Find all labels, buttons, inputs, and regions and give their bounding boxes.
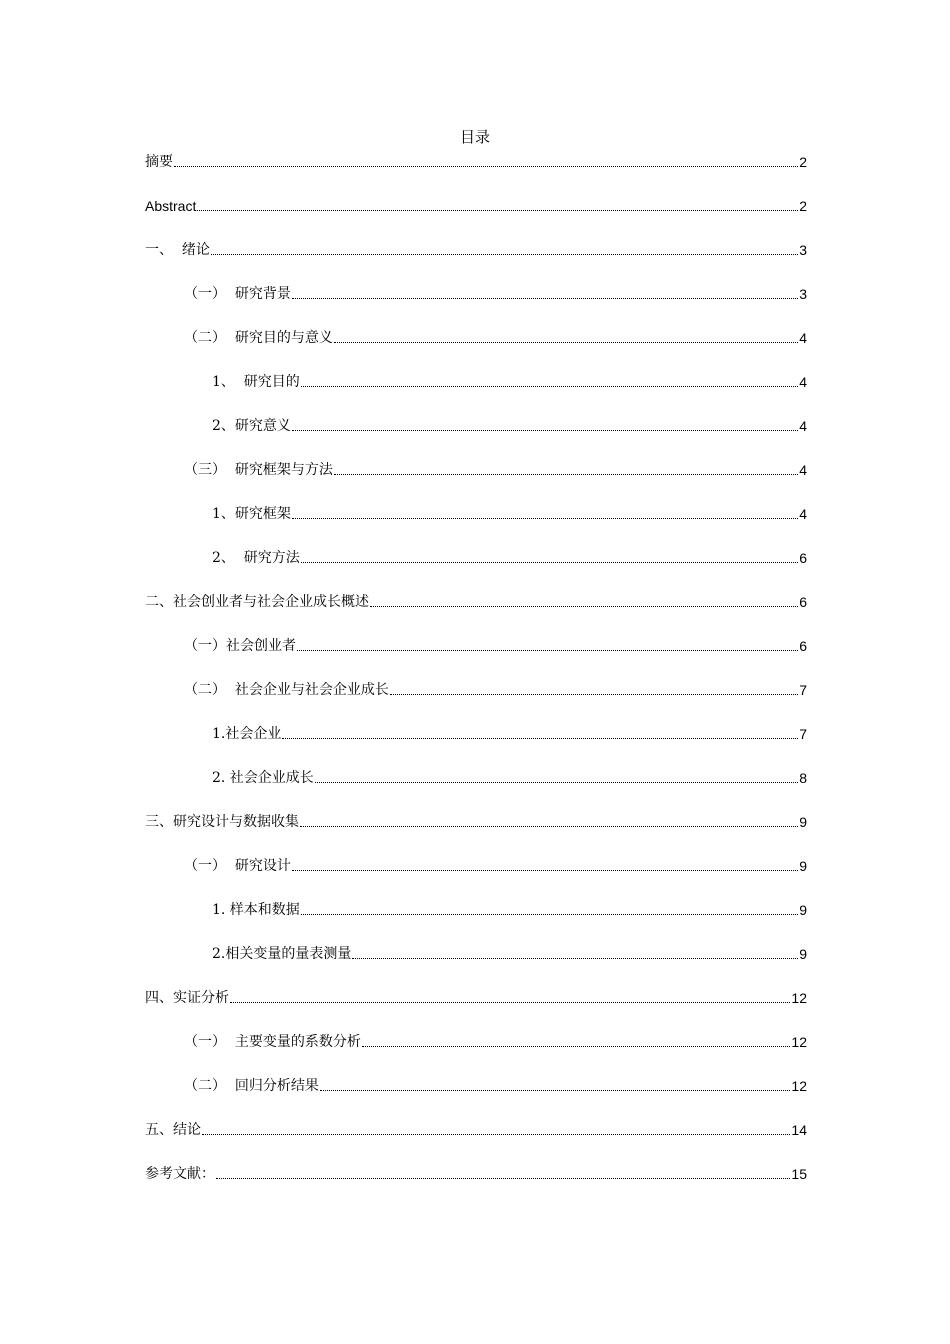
toc-title: 目录	[459, 128, 490, 146]
toc-leader-dots	[301, 386, 798, 387]
toc-entry-label: （一）社会创业者	[184, 638, 296, 654]
toc-entry-label: 参考文献：	[145, 1166, 215, 1182]
toc-page-number: 12	[791, 1078, 807, 1094]
toc-entry-label: （二） 回归分析结果	[184, 1078, 319, 1094]
toc-page-number: 4	[799, 506, 807, 522]
toc-leader-dots	[370, 606, 798, 607]
toc-page-number: 7	[799, 682, 807, 698]
toc-entry-subsection-1-3-2[interactable]	[212, 548, 807, 568]
toc-entry-label: （二） 社会企业与社会企业成长	[184, 682, 389, 698]
toc-entry-section-4-1[interactable]	[184, 1032, 807, 1052]
toc-entry-abstract-en[interactable]	[145, 196, 807, 216]
toc-entry-label: Abstract	[145, 198, 197, 214]
toc-leader-dots	[301, 914, 798, 915]
toc-page-number: 3	[799, 286, 807, 302]
toc-entry-abstract-cn[interactable]	[145, 152, 807, 172]
toc-entry-label: 1、 研究目的	[212, 374, 300, 390]
toc-leader-dots	[334, 474, 798, 475]
toc-page-number: 2	[799, 154, 807, 170]
toc-leader-dots	[202, 1134, 790, 1135]
toc-entry-label: 一、 绪论	[145, 242, 210, 258]
toc-leader-dots	[211, 254, 798, 255]
toc-leader-dots	[292, 518, 798, 519]
toc-entry-label: （三） 研究框架与方法	[184, 462, 333, 478]
toc-entry-chapter-1[interactable]	[145, 240, 807, 260]
toc-entry-label: 摘要	[145, 154, 173, 170]
toc-entry-references[interactable]	[145, 1164, 807, 1184]
toc-entry-section-1-1[interactable]	[184, 284, 807, 304]
toc-page-number: 9	[799, 902, 807, 918]
toc-leader-dots	[320, 1090, 791, 1091]
toc-page-number: 4	[799, 330, 807, 346]
toc-leader-dots	[315, 782, 798, 783]
toc-entry-subsection-1-3-1[interactable]	[212, 504, 807, 524]
toc-page-number: 6	[799, 594, 807, 610]
toc-entry-label: 2、 研究方法	[212, 550, 300, 566]
toc-page-number: 12	[791, 1034, 807, 1050]
toc-leader-dots	[292, 430, 798, 431]
toc-page-number: 8	[799, 770, 807, 786]
toc-page-number: 9	[799, 946, 807, 962]
toc-entry-label: （二） 研究目的与意义	[184, 330, 333, 346]
toc-entry-chapter-4[interactable]	[145, 988, 807, 1008]
toc-entry-subsection-2-2-2[interactable]	[212, 768, 807, 788]
toc-entry-section-2-1[interactable]	[184, 636, 807, 656]
toc-entry-subsection-3-1-1[interactable]	[212, 900, 807, 920]
toc-leader-dots	[282, 738, 798, 739]
toc-leader-dots	[362, 1046, 791, 1047]
toc-entry-label: 2.相关变量的量表测量	[212, 946, 352, 962]
toc-page-number: 12	[791, 990, 807, 1006]
toc-entry-label: 四、实证分析	[145, 990, 229, 1006]
toc-leader-dots	[230, 1002, 790, 1003]
toc-page-number: 7	[799, 726, 807, 742]
toc-page-number: 15	[791, 1166, 807, 1182]
toc-entry-subsection-1-2-1[interactable]	[212, 372, 807, 392]
toc-entry-label: 2. 社会企业成长	[212, 770, 314, 786]
toc-leader-dots	[197, 210, 798, 211]
toc-page-number: 4	[799, 462, 807, 478]
toc-page-number: 4	[799, 374, 807, 390]
toc-page-number: 6	[799, 638, 807, 654]
toc-page-number: 2	[799, 198, 807, 214]
toc-page-number: 14	[791, 1122, 807, 1138]
toc-entry-section-2-2[interactable]	[184, 680, 807, 700]
toc-entry-label: （一） 主要变量的系数分析	[184, 1034, 361, 1050]
toc-page-number: 9	[799, 814, 807, 830]
toc-leader-dots	[334, 342, 798, 343]
toc-entry-label: 五、结论	[145, 1122, 201, 1138]
toc-page-number: 4	[799, 418, 807, 434]
toc-leader-dots	[216, 1178, 790, 1179]
toc-entry-subsection-3-1-2[interactable]	[212, 944, 807, 964]
toc-page-number: 6	[799, 550, 807, 566]
toc-leader-dots	[352, 958, 798, 959]
toc-entry-label: 1、研究框架	[212, 506, 291, 522]
toc-leader-dots	[174, 166, 798, 167]
toc-page-number: 9	[799, 858, 807, 874]
toc-entry-section-1-3[interactable]	[184, 460, 807, 480]
toc-entry-subsection-2-2-1[interactable]	[212, 724, 807, 744]
toc-entry-label: 1. 样本和数据	[212, 902, 300, 918]
toc-leader-dots	[292, 298, 798, 299]
toc-leader-dots	[301, 562, 798, 563]
toc-entry-section-4-2[interactable]	[184, 1076, 807, 1096]
toc-entry-label: 三、研究设计与数据收集	[145, 814, 299, 830]
toc-entry-subsection-1-2-2[interactable]	[212, 416, 807, 436]
toc-entry-label: 二、社会创业者与社会企业成长概述	[145, 594, 369, 610]
toc-entry-label: （一） 研究设计	[184, 858, 291, 874]
toc-leader-dots	[300, 826, 798, 827]
toc-entry-label: （一） 研究背景	[184, 286, 291, 302]
toc-entry-chapter-5[interactable]	[145, 1120, 807, 1140]
toc-entry-label: 1.社会企业	[212, 726, 282, 742]
toc-leader-dots	[390, 694, 798, 695]
toc-entry-chapter-2[interactable]	[145, 592, 807, 612]
toc-entry-section-3-1[interactable]	[184, 856, 807, 876]
toc-leader-dots	[292, 870, 798, 871]
toc-leader-dots	[297, 650, 798, 651]
toc-entry-section-1-2[interactable]	[184, 328, 807, 348]
toc-page-number: 3	[799, 242, 807, 258]
toc-entry-chapter-3[interactable]	[145, 812, 807, 832]
toc-entry-label: 2、研究意义	[212, 418, 291, 434]
